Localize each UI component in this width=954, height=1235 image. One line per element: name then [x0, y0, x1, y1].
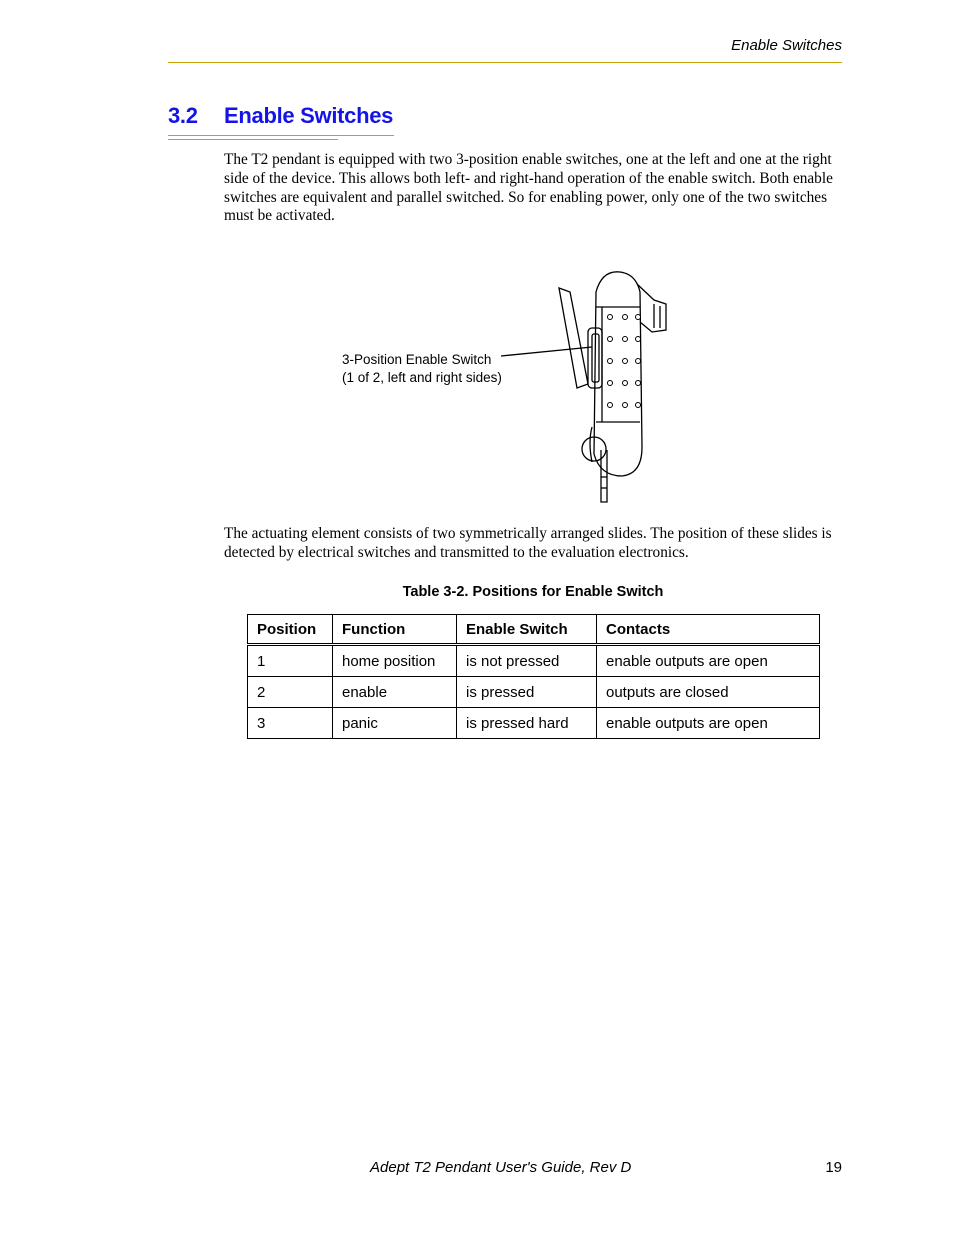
table-cell: is pressed [457, 677, 597, 708]
section-number: 3.2 [168, 103, 198, 128]
column-header: Position [248, 615, 333, 645]
table-cell: 3 [248, 708, 333, 739]
positions-table [247, 614, 820, 739]
callout-line-1: 3-Position Enable Switch [342, 352, 492, 367]
table-cell: 2 [248, 677, 333, 708]
callout-line-2: (1 of 2, left and right sides) [342, 370, 502, 385]
table-cell: home position [333, 645, 457, 677]
column-header: Function [333, 615, 457, 645]
section-title: Enable Switches [224, 103, 394, 128]
table-cell: panic [333, 708, 457, 739]
column-header: Contacts [597, 615, 820, 645]
table-header-row [248, 615, 820, 645]
column-header: Enable Switch [457, 615, 597, 645]
table-caption: Table 3-2. Positions for Enable Switch [402, 584, 664, 600]
table-cell: is not pressed [457, 645, 597, 677]
section-heading [168, 103, 395, 129]
body-paragraph: The actuating element consists of two symmetrically arranged slides. The position of these slides is detected by electrical switches and transmitted to the evaluation electronics. [224, 525, 832, 561]
footer-page-number: 19 [825, 1159, 842, 1176]
table-cell: enable [333, 677, 457, 708]
table-row [248, 677, 820, 708]
heading-rule-short [168, 139, 338, 140]
table-cell: outputs are closed [597, 677, 820, 708]
table-cell: enable outputs are open [597, 645, 820, 677]
table-cell: enable outputs are open [597, 708, 820, 739]
intro-paragraph: The T2 pendant is equipped with two 3-position enable switches, one at the left and one at the right side of the device. This allows both left- and right-hand operation of the enable switch. Both enable switches are equivalent and parallel switched. So for enabling power, only one of the two switches must be activated. [224, 151, 833, 225]
header-rule [168, 62, 842, 63]
figure-callout [342, 351, 502, 387]
pendant-side-view-figure [330, 262, 690, 512]
table-row [248, 645, 820, 677]
footer-guide-title: Adept T2 Pendant User's Guide, Rev D [370, 1159, 632, 1176]
table-cell: 1 [248, 645, 333, 677]
table-cell: is pressed hard [457, 708, 597, 739]
table-row [248, 708, 820, 739]
heading-rule [168, 135, 394, 136]
running-header: Enable Switches [731, 37, 842, 54]
